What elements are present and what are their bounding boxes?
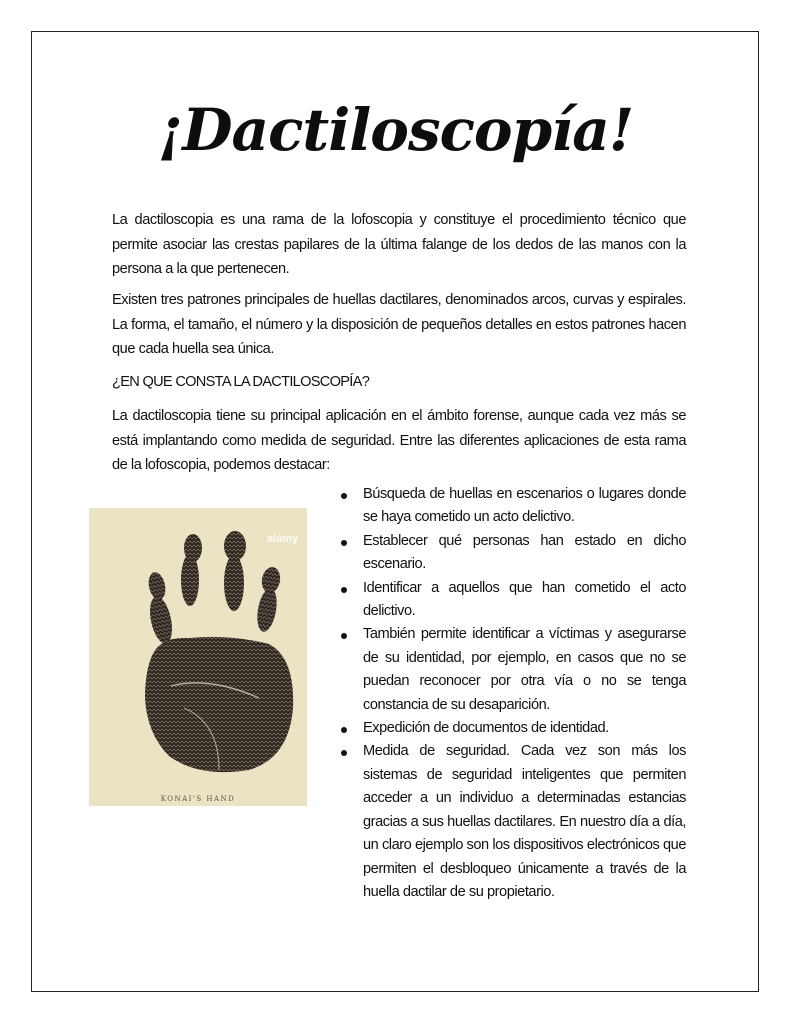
patterns-paragraph: Existen tres patrones principales de huellas dactilares, denominados arcos, curvas y espirales. La forma, el tamaño, el número y la disposición de pequeños detalles en estos patrones hacen que cada huella sea única.	[112, 292, 686, 357]
list-item	[338, 623, 686, 717]
list-item-text: Identificar a aquellos que han cometido el acto delictivo.	[363, 579, 686, 620]
list-item-text: Expedición de documentos de identidad.	[363, 720, 609, 737]
list-item-text: También permite identificar a víctimas y asegurarse de su identidad, por ejemplo, en casos que no se puedan reconocer por otra vía o no se tenga constancia de su desaparición.	[363, 626, 686, 713]
bullet-icon	[341, 587, 347, 593]
bullet-icon	[341, 727, 347, 733]
bullet-icon	[341, 493, 347, 499]
applications-paragraph: La dactiloscopia tiene su principal aplicación en el ámbito forense, aunque cada vez más se está implantando como medida de seguridad. Entre las diferentes aplicaciones de esta rama de la lofoscopia, podemos destacar:	[112, 408, 686, 473]
list-item	[338, 530, 686, 577]
list-item	[338, 577, 686, 624]
image-caption: KONAI'S HAND	[160, 795, 236, 803]
list-item-text: Establecer qué personas han estado en dicho escenario.	[363, 532, 686, 573]
list-item	[338, 740, 686, 904]
bullet-icon	[341, 540, 347, 546]
section-question: ¿EN QUE CONSTA LA DACTILOSCOPÍA?	[112, 374, 370, 390]
list-item-text: Búsqueda de huellas en escenarios o lugares donde se haya cometido un acto delictivo.	[363, 486, 686, 526]
handprint-image	[89, 508, 307, 806]
handprint-illustration	[89, 508, 307, 806]
intro-paragraph: La dactiloscopia es una rama de la lofoscopia y constituye el procedimiento técnico que permite asociar las crestas papilares de la última falange de los dedos de las manos con la persona a la que pertenecen.	[112, 212, 686, 277]
watermark: alamy	[267, 533, 299, 545]
applications-list	[338, 483, 686, 904]
list-item-text: Medida de seguridad. Cada vez son más los sistemas de seguridad inteligentes que permiten acceder a un individuo a determinadas estancias gracias a sus huellas dactilares. En nuestro día a día, un claro ejemplo son los dispositivos electrónicos que permiten el desbloqueo únicamente a través de la huella dactilar de su propietario.	[363, 743, 686, 900]
bullet-icon	[341, 750, 347, 756]
list-item	[338, 717, 686, 740]
bullet-icon	[341, 633, 347, 639]
list-item	[338, 483, 686, 530]
page-title: ¡Dactiloscopía!	[157, 96, 634, 164]
